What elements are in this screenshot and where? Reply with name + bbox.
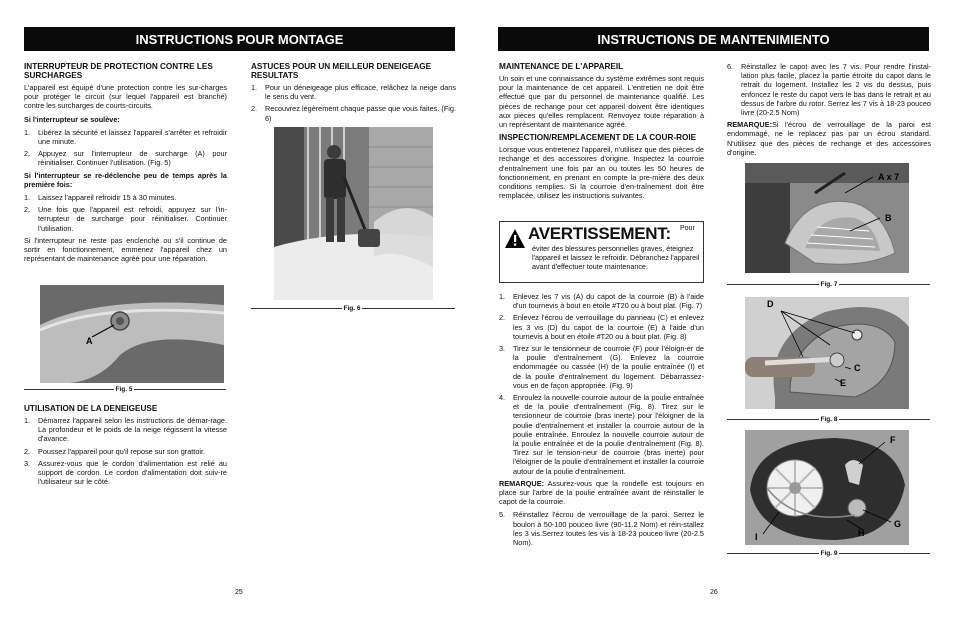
list-item: 1. Démarrez l'appareil selon les instructions de démar-rage. La profondeur et le poids de la neige régissent la vitesse d'avance. (24, 416, 227, 444)
section-title: INTERRUPTEUR DE PROTECTION CONTRE LES SURCHARGES (24, 62, 213, 80)
banner-title: INSTRUCTIONS DE MANTENIMIENTO (597, 31, 830, 47)
fig9-label-f: F (890, 435, 896, 445)
paragraph: Un soin et une connaissance du système extrêmes sont requis pour la maintenance de cet appareil. L'entretien ne doit être effectué que par du personnel de maintenance qualifié. Les pièces de rechange pour cet appareil doivent être identiques aux pièces qu'elles remplacent. Renvoyez toute réparation à un représentant de maintenance agréé. (499, 74, 704, 130)
fig9-label-g: G (894, 519, 902, 529)
pulley-belt-illustration (745, 430, 909, 545)
fig9-caption: Fig. 9 (820, 549, 838, 557)
fig7-label-a: A x 7 (878, 172, 900, 182)
banner-mantenimiento (498, 27, 929, 51)
section-astuces (251, 62, 456, 126)
fig9-label-i: I (755, 532, 758, 542)
list-item: 2. Appuyez sur l'interrupteur de surcharge (A) pour réinitialiser. Continuer l'utilisation. (Fig. 5) (24, 149, 227, 168)
section-maintenance (499, 62, 704, 204)
list-item: 1. Enlevez les 7 vis (A) du capot de la courroie (B) à l'aide d'un tournevis à bout en étoile #T20 ou à bout plat. (Fig. 7) (499, 292, 704, 311)
fig5-photo (40, 285, 224, 383)
list-item: 2. Une fois que l'appareil est refroidi, appuyez sur l'in-terrupteur de surcharge pour réinitialiser. Continuer l'utilisation. (24, 205, 227, 233)
caption-rule (727, 284, 819, 285)
warning-small-text: Pour (680, 225, 695, 232)
list-item: 3. Assurez-vous que le cordon d'alimentation est relié au support de cordon. Le cordon d'alimentation doit suiv-re l'utilisateur sur le côté. (24, 458, 227, 487)
section-title: MAINTENANCE DE L'APPAREIL (499, 62, 624, 71)
fig7-photo (745, 163, 909, 273)
fig8-caption: Fig. 8 (820, 415, 838, 423)
list-item: 6. Réinstallez le capot avec les 7 vis. Pour rendre l'instal-lation plus facile, placez la partie étroite du capot dans le retrait du logement. Installez les 2 vis du dessus, puis enfoncez le reste du capot vers le bas dans le retrait et au dessus de l'arbre du rotor. Serrez les 7 vis à 18-23 pouceo livre (20-2.5 Nom) (727, 62, 931, 118)
list-item: 2. Poussez l'appareil pour qu'il repose sur son grattoir. (24, 446, 206, 456)
warning-title: AVERTISSEMENT: (528, 224, 671, 243)
list-item: 2. Enlevez l'écrou de verrouillage du panneau (C) et enlevez les 3 vis (D) du capot de la courroie (E) à l'aide d'un tournevis à bout en étoile #T20 ou à bout plat. (Fig. 8) (499, 313, 704, 341)
section-title: UTILISATION DE LA DENEIGEUSE (24, 404, 158, 413)
remark: REMARQUE: Assurez-vous que la rondelle est toujours en place sur l'arbre de la poulie entraînée avant de réinstaller le capot de la courroie. (499, 478, 704, 507)
section-title: INSPECTION/REMPLACEMENT DE LA COUR-ROIE (499, 133, 697, 143)
warning-text: éviter des blessures personnelles graves, éteignez l'appareil et laissez le refroidir. Débranchez l'appareil avant d'effectuer toute maintenance. (532, 244, 700, 271)
list-item: 2. Recouvrez légèrement chaque passe que vous faites. (Fig. 6) (251, 104, 456, 123)
caption-rule (134, 389, 226, 390)
warning-triangle-icon (504, 228, 526, 250)
fig8-label-d: D (767, 299, 774, 309)
paragraph: L'appareil est équipé d'une protection contre les sur-charges pour protéger le circuit (sur lequel l'appareil est branché) contre les surcharges de courts-circuits. (24, 83, 227, 111)
fig5-caption: Fig. 5 (115, 385, 133, 393)
fig6-caption: Fig. 6 (343, 304, 361, 312)
page-number-right: 26 (710, 589, 718, 596)
list-item: 5. Réinstallez l'écrou de verrouillage de la paroi. Serrez le boulon à 50-100 pouceo livre (90-11.2 Nom) et réin-stallez les 3 vis.Serrez toutes les vis à 18-23 pouceo livre (20-2.5 Nom). (499, 510, 704, 548)
caption-rule (24, 389, 114, 390)
fig5-label-a: A (86, 336, 93, 346)
fig7-caption: Fig. 7 (820, 280, 838, 288)
caption-rule (839, 553, 930, 554)
banner-title: INSTRUCTIONS POUR MONTAGE (135, 31, 344, 47)
list-item: 1. Laissez l'appareil refroidir 15 à 30 minutes. (24, 193, 177, 203)
caption-rule (727, 553, 819, 554)
subheading: Si l'interrupteur se soulève: (24, 114, 120, 124)
fig8-photo (745, 297, 909, 409)
list-item: 3. Tirez sur le tensionneur de courroie (F) pour l'éloign-er de la poulie d'entraînement (G). Enlevez la courroie endommagée ou cassée (H) de la poulie entraînée (I) et de la poulie d'entraînement du logement. Débarrassez-vous en de façon appropriée. (Fig. 9) (499, 344, 704, 390)
page-number-left: 25 (235, 589, 243, 596)
subheading: Si l'interrupteur se re-déclenche peu de temps après la première fois: (24, 170, 227, 189)
list-item: 1. Libérez la sécurité et laissez l'appareil s'arrêter et refroidir une minute. (24, 127, 227, 147)
section-utilisation (24, 404, 227, 489)
remark: REMARQUE:Si l'écrou de verrouillage de la paroi est endommagé, ne le replacez pas par un écrou standard. N'utilisez que des pièces de rechange et des accessoires d'origine. (727, 120, 931, 157)
list-item: 4. Enroulez la nouvelle courroie autour de la poulie entraînée et de la poulie d'entraînement (Fig. 8). Tirez sur le tensionneur de courroie (bras inerte) pour l'éloigner de la poulie d'entraînement et installer la courroie autour de la poulie entraînée. Enroulez la nouvelle courroie autour de la poulie entraînée et de la poulie d'entraînement (Fig. 8). Tirez sur le tension-neur de courroie (bras inerte) pour l'éloigner de la poulie d'entraînement et installer la courroie autour de la poulie d'entraînement. (499, 393, 704, 476)
section-steps-cont (727, 62, 931, 161)
list-item: 1. Pour un déneigeage plus efficace, relâchez la neige dans le sens du vent. (251, 83, 456, 102)
fig9-label-h: H (858, 528, 865, 538)
paragraph: Lorsque vous entretenez l'appareil, n'utilisez que des pièces de rechange et des accessoires d'origine. Inspectez la courroie d'entraînement une fois par an ou toutes les 50 heures de fonctionnement, en prenant en compte la pre-mière des deux conditions remplies. Si la courroie d'en-traînement doit être remplacée, utilisez les instructions suivantes. (499, 145, 704, 201)
section-steps (499, 292, 704, 550)
warning-box (499, 221, 704, 283)
caption-rule (839, 419, 930, 420)
caption-rule (251, 308, 342, 309)
snowblower-handle-illustration (40, 285, 224, 383)
caption-rule (839, 284, 930, 285)
person-snowblowing-illustration (274, 127, 433, 300)
banner-montage (24, 27, 455, 51)
caption-rule (362, 308, 455, 309)
fig8-label-c: C (854, 363, 861, 373)
fig7-label-b: B (885, 213, 892, 223)
fig8-label-e: E (840, 378, 847, 388)
section-interrupteur (24, 62, 227, 267)
paragraph: Si l'interrupteur ne reste pas enclenché ou s'il continue de sortir en fonctionnement, emmenez l'appareil chez un représentant de maintenance agréé pour une réparation. (24, 235, 227, 264)
fig9-photo (745, 430, 909, 545)
section-title: ASTUCES POUR UN MEILLEUR DENEIGEAGE RESULTATS (251, 62, 432, 80)
panel-locknut-illustration (745, 297, 909, 409)
caption-rule (727, 419, 819, 420)
fig6-photo (274, 127, 433, 300)
